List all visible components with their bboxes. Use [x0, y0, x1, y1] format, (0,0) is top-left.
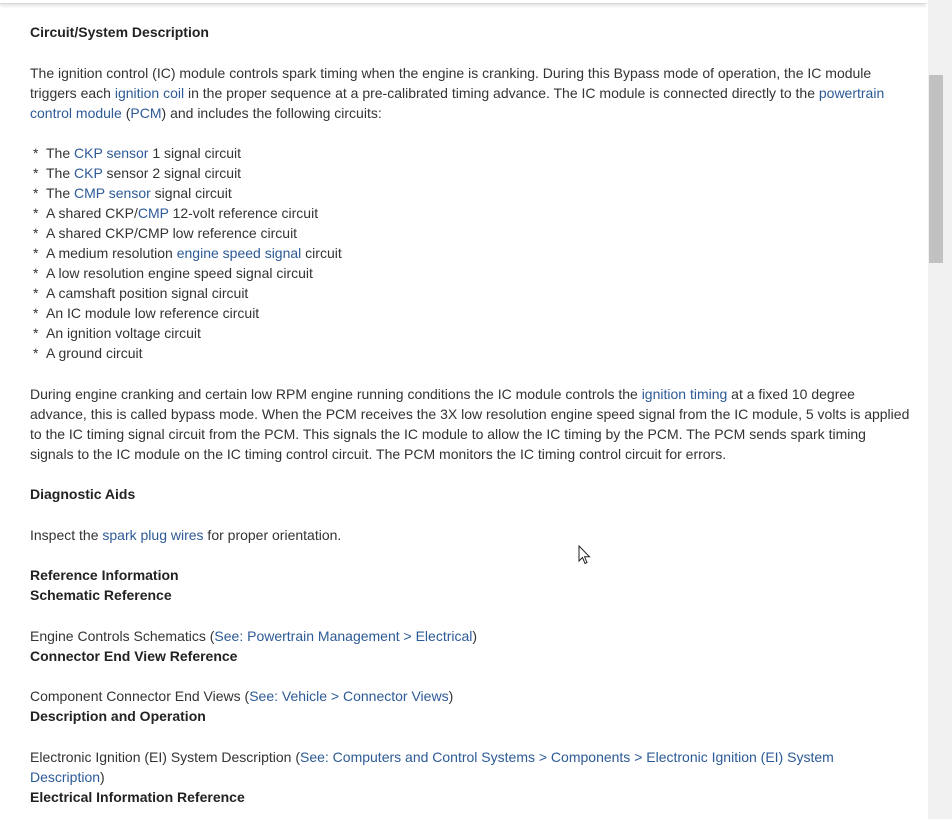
ignition-coil-link[interactable]: ignition coil	[114, 84, 185, 101]
ignition-timing-link[interactable]: ignition timing	[641, 385, 728, 402]
reference-information-heading: Reference Information	[30, 567, 179, 583]
bypass-mode-paragraph	[30, 384, 910, 464]
list-item	[33, 263, 910, 283]
text: ) and includes the following circuits:	[161, 104, 382, 121]
bullet-marker: *	[33, 325, 39, 341]
schematic-reference-heading: Schematic Reference	[30, 587, 172, 603]
text: A ground circuit	[46, 345, 143, 361]
list-item	[33, 203, 910, 223]
text: (	[121, 104, 131, 121]
text: )	[100, 768, 105, 785]
text: Inspect the	[30, 526, 103, 543]
text: An ignition voltage circuit	[46, 325, 201, 341]
bullet-marker: *	[33, 265, 39, 281]
cmp-sensor-link[interactable]: CMP sensor	[74, 185, 151, 201]
connector-views-link[interactable]: See: Vehicle > Connector Views	[249, 688, 449, 704]
text: signal circuit	[150, 185, 232, 201]
powertrain-control-module-link[interactable]: powertrain control module	[30, 84, 885, 121]
electrical-information-heading: Electrical Information Reference	[30, 788, 245, 805]
bullet-marker: *	[33, 165, 39, 181]
text: A shared CKP/CMP low reference circuit	[46, 225, 298, 241]
ei-system-description-link[interactable]: See: Computers and Control Systems > Components > Electronic Ignition (EI) System Description	[30, 748, 834, 785]
text: A low resolution engine speed signal circuit	[46, 265, 313, 281]
list-item	[33, 163, 910, 183]
ckp-link[interactable]: CKP	[74, 165, 103, 181]
list-item	[33, 323, 910, 343]
circuit-list	[30, 143, 910, 363]
text: Electronic Ignition (EI) System Description (	[30, 748, 300, 765]
text: sensor 2 signal circuit	[102, 165, 242, 181]
text: An IC module low reference circuit	[46, 305, 260, 321]
description-operation-heading: Description and Operation	[30, 708, 206, 724]
text: )	[448, 688, 454, 704]
circuit-description-heading: Circuit/System Description	[30, 24, 209, 40]
text: in the proper sequence at a pre-calibrated timing advance. The IC module is connected directly to the	[184, 84, 819, 101]
text: circuit	[301, 245, 342, 261]
text: at a fixed 10 degree advance, this is called bypass mode. When the PCM receives the 3X low resolution engine speed signal from the IC module, 5 volts is applied to the IC timing signal circuit from the PCM. This signals the IC module to allow the IC timing by the PCM. The PCM sends spark timing signals to the IC module on the IC timing control circuit. The PCM monitors the IC timing control circuit for errors.	[30, 385, 910, 462]
bullet-marker: *	[33, 205, 39, 221]
list-item	[33, 243, 910, 263]
bullet-marker: *	[33, 305, 39, 321]
powertrain-electrical-link[interactable]: See: Powertrain Management > Electrical	[214, 627, 473, 644]
engine-speed-signal-link[interactable]: engine speed signal	[176, 245, 302, 261]
top-toolbar-edge	[0, 0, 926, 4]
text: A shared CKP/	[46, 205, 138, 221]
list-item	[33, 143, 910, 163]
diagnostic-aids-text	[30, 525, 910, 545]
list-item	[33, 283, 910, 303]
connector-end-view-text	[30, 686, 910, 706]
list-item	[33, 183, 910, 203]
text: The	[46, 145, 75, 161]
vertical-scrollbar-thumb[interactable]	[929, 75, 943, 263]
text: The	[46, 185, 75, 201]
schematic-reference-text	[30, 626, 910, 646]
text: During engine cranking and certain low RPM engine running conditions the IC module controls the	[30, 385, 642, 402]
text: The	[46, 165, 75, 181]
spark-plug-wires-link[interactable]: spark plug wires	[102, 526, 204, 543]
pcm-link[interactable]: PCM	[130, 104, 162, 121]
connector-end-view-heading: Connector End View Reference	[30, 647, 238, 664]
article-content	[30, 22, 910, 807]
text: Component Connector End Views (	[30, 688, 250, 704]
ckp-sensor-link[interactable]: CKP sensor	[74, 145, 149, 161]
mouse-pointer-icon	[578, 545, 591, 565]
list-item	[33, 303, 910, 323]
text: )	[472, 627, 478, 644]
description-operation-text	[30, 747, 910, 787]
text: The ignition control (IC) module controls spark timing when the engine is cranking. During this Bypass mode of operation, the IC module triggers each	[30, 64, 872, 101]
bullet-marker: *	[33, 185, 39, 201]
intro-paragraph	[30, 63, 910, 123]
text: 1 signal circuit	[148, 145, 242, 161]
text: 12-volt reference circuit	[168, 205, 319, 221]
bullet-marker: *	[33, 285, 39, 301]
list-item	[33, 223, 910, 243]
cmp-link[interactable]: CMP	[137, 205, 169, 221]
text: A medium resolution	[46, 245, 177, 261]
bullet-marker: *	[33, 145, 39, 161]
diagnostic-aids-heading: Diagnostic Aids	[30, 486, 136, 502]
text: Engine Controls Schematics (	[30, 627, 215, 644]
bullet-marker: *	[33, 245, 39, 261]
bullet-marker: *	[33, 225, 39, 241]
list-item	[33, 343, 910, 363]
bullet-marker: *	[33, 345, 39, 361]
text: for proper orientation.	[203, 526, 342, 543]
text: A camshaft position signal circuit	[46, 285, 249, 301]
